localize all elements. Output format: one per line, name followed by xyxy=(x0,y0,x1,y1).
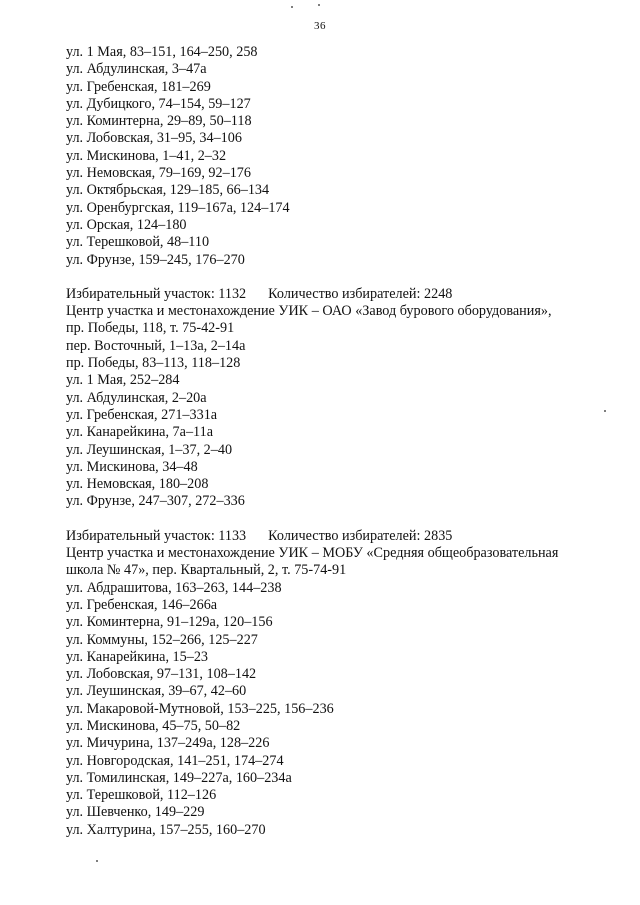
document-body xyxy=(66,44,610,839)
street-line: ул. Гребенская, 146–266а xyxy=(66,596,218,613)
street-line: ул. Коммуны, 152–266, 125–227 xyxy=(66,631,258,648)
street-line: ул. Терешковой, 112–126 xyxy=(66,787,217,804)
district-number: Избирательный участок: 1133 xyxy=(66,527,247,544)
street-line: ул. Фрунзе, 247–307, 272–336 xyxy=(66,493,245,510)
street-line: ул. Мичурина, 137–249а, 128–226 xyxy=(66,735,270,752)
street-line: ул. Абдулинская, 2–20а xyxy=(66,389,207,406)
street-line: ул. Гребенская, 181–269 xyxy=(66,78,211,95)
street-line: пер. Восточный, 1–13а, 2–14а xyxy=(66,337,246,354)
street-line: ул. Коминтерна, 91–129а, 120–156 xyxy=(66,614,273,631)
street-line: ул. Оренбургская, 119–167а, 124–174 xyxy=(66,199,290,216)
street-line: ул. Томилинская, 149–227а, 160–234а xyxy=(66,769,292,786)
street-line: ул. Макаровой-Мутновой, 153–225, 156–236 xyxy=(66,700,334,717)
street-line: ул. Немовская, 79–169, 92–176 xyxy=(66,165,251,182)
street-line: ул. Канарейкина, 15–23 xyxy=(66,648,209,665)
section-gap xyxy=(66,269,610,286)
voter-count: Количество избирателей: 2248 xyxy=(268,285,453,302)
street-line: ул. Орская, 124–180 xyxy=(66,216,187,233)
street-line: ул. Коминтерна, 29–89, 50–118 xyxy=(66,113,252,130)
street-line: ул. Гребенская, 271–331а xyxy=(66,406,218,423)
street-line: ул. Леушинская, 39–67, 42–60 xyxy=(66,683,247,700)
street-line: ул. Фрунзе, 159–245, 176–270 xyxy=(66,251,245,268)
street-line: ул. Абдрашитова, 163–263, 144–238 xyxy=(66,579,282,596)
street-line: ул. Мискинова, 45–75, 50–82 xyxy=(66,717,241,734)
polling-district-1132 xyxy=(66,286,610,511)
street-line: ул. Леушинская, 1–37, 2–40 xyxy=(66,441,233,458)
street-line: ул. Мискинова, 34–48 xyxy=(66,458,198,475)
street-line: ул. Лобовская, 31–95, 34–106 xyxy=(66,130,242,147)
center-location-line: Центр участка и местонахождение УИК – ОАО «Завод бурового оборудования», xyxy=(66,303,552,320)
center-location-line: школа № 47», пер. Квартальный, 2, т. 75-74-91 xyxy=(66,562,347,579)
scan-speck xyxy=(318,4,320,6)
center-location-line: пр. Победы, 118, т. 75-42-91 xyxy=(66,320,235,337)
street-line: ул. Лобовская, 97–131, 108–142 xyxy=(66,666,257,683)
street-line: ул. 1 Мая, 252–284 xyxy=(66,372,180,389)
center-location-line: Центр участка и местонахождение УИК – МОБУ «Средняя общеобразовательная xyxy=(66,545,559,562)
street-line: ул. Дубицкого, 74–154, 59–127 xyxy=(66,95,251,112)
street-line: ул. Шевченко, 149–229 xyxy=(66,804,205,821)
street-line: ул. Абдулинская, 3–47а xyxy=(66,61,207,78)
street-line: ул. 1 Мая, 83–151, 164–250, 258 xyxy=(66,44,258,60)
street-line: ул. Терешковой, 48–110 xyxy=(66,234,210,251)
district-number: Избирательный участок: 1132 xyxy=(66,285,247,302)
street-line: ул. Халтурина, 157–255, 160–270 xyxy=(66,821,266,838)
scan-speck xyxy=(96,860,98,862)
polling-district-1133 xyxy=(66,528,610,839)
street-line: пр. Победы, 83–113, 118–128 xyxy=(66,355,241,372)
section-gap xyxy=(66,511,610,528)
street-list-block-1 xyxy=(66,44,610,269)
street-line: ул. Октябрьская, 129–185, 66–134 xyxy=(66,182,270,199)
district-header xyxy=(66,286,610,303)
page-number: 36 xyxy=(314,20,326,32)
street-line: ул. Немовская, 180–208 xyxy=(66,476,209,493)
district-header xyxy=(66,528,610,545)
street-line: ул. Канарейкина, 7а–11а xyxy=(66,424,214,441)
scan-speck xyxy=(291,6,293,8)
voter-count: Количество избирателей: 2835 xyxy=(268,527,453,544)
street-line: ул. Мискинова, 1–41, 2–32 xyxy=(66,147,227,164)
street-line: ул. Новгородская, 141–251, 174–274 xyxy=(66,752,284,769)
